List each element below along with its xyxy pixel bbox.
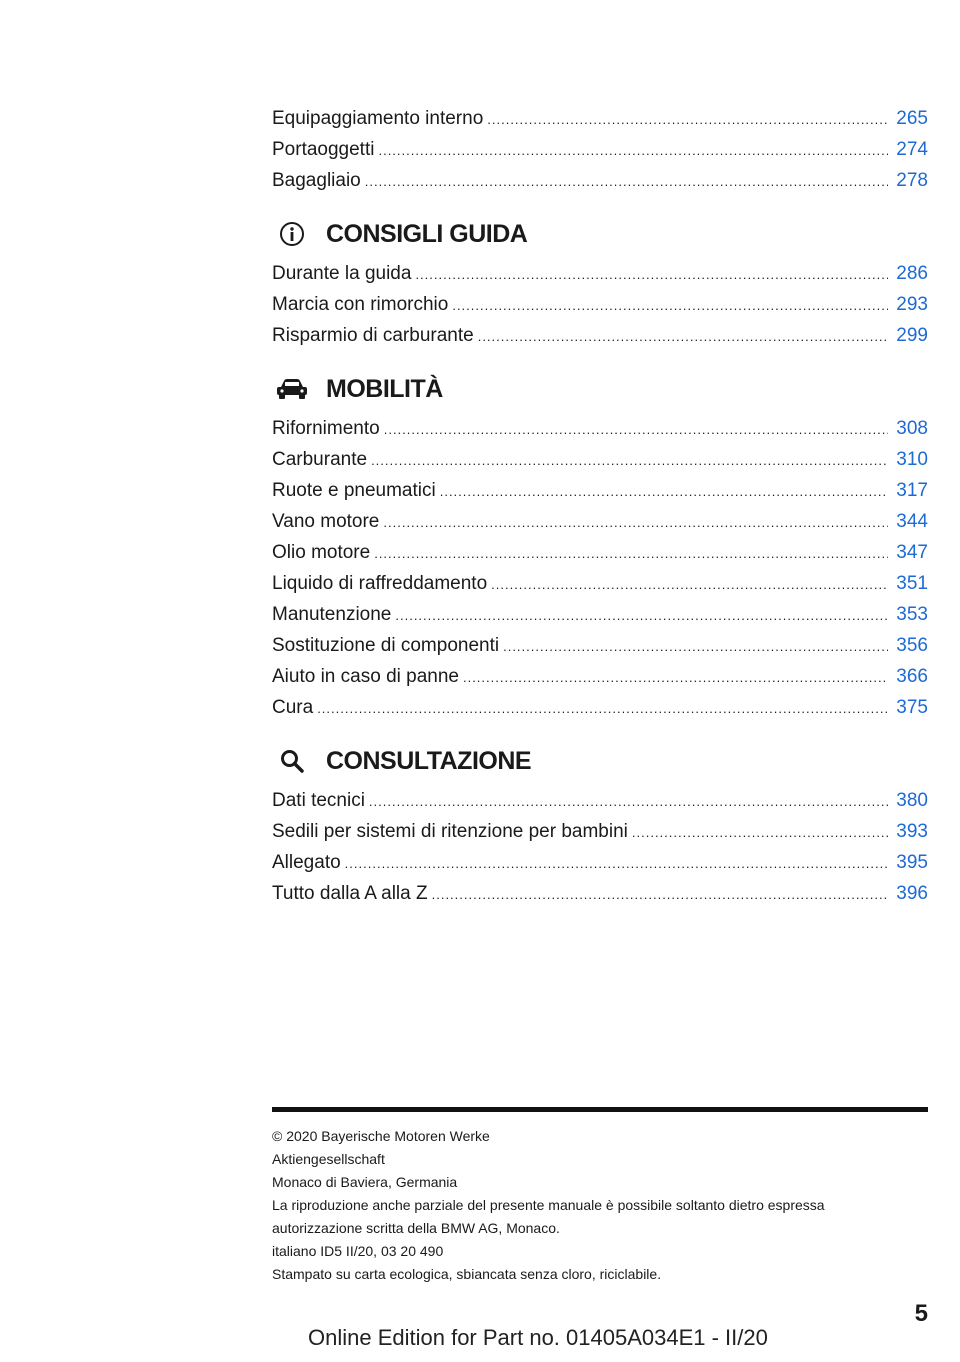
dot-leader [415, 259, 888, 289]
toc-entry[interactable] [272, 165, 928, 196]
toc-entry-title: Aiuto in caso di panne [272, 666, 459, 687]
online-edition-watermark: Online Edition for Part no. 01405A034E1 - II/20 [308, 1325, 768, 1350]
toc-entry[interactable] [272, 816, 928, 847]
toc-page-link[interactable]: 375 [896, 697, 928, 718]
toc-entry-title: Risparmio di carburante [272, 325, 474, 346]
toc-entry-title: Equipaggiamento interno [272, 108, 484, 129]
toc-entry-title: Sedili per sistemi di ritenzione per bambini [272, 821, 628, 842]
toc-page-link[interactable]: 293 [896, 294, 928, 315]
toc-entry[interactable] [272, 320, 928, 351]
toc-entry-title: Manutenzione [272, 604, 392, 625]
section-title: MOBILITÀ [326, 374, 443, 403]
toc-entry-title: Durante la guida [272, 263, 412, 284]
toc-entry-title: Marcia con rimorchio [272, 294, 449, 315]
toc-entry-title: Cura [272, 697, 314, 718]
imprint-line: Aktiengesellschaft [272, 1151, 385, 1167]
toc-entry[interactable] [272, 599, 928, 630]
dot-leader [378, 135, 888, 165]
toc-entry-title: Vano motore [272, 511, 380, 532]
section-title: CONSIGLI GUIDA [326, 219, 528, 248]
imprint-line: Monaco di Baviera, Germania [272, 1174, 458, 1190]
toc-entry[interactable] [272, 444, 928, 475]
dot-leader [384, 414, 889, 444]
toc-page-link[interactable]: 299 [896, 325, 928, 346]
dot-leader [632, 817, 888, 847]
footer-divider [272, 1107, 928, 1112]
toc-entry-title: Allegato [272, 852, 341, 873]
toc-entry-title: Liquido di raffreddamento [272, 573, 488, 594]
toc-entry-title: Rifornimento [272, 418, 380, 439]
toc-entry[interactable] [272, 692, 928, 723]
toc-page-link[interactable]: 344 [896, 511, 928, 532]
toc-entry[interactable] [272, 630, 928, 661]
toc-entry[interactable] [272, 537, 928, 568]
section-title: CONSULTAZIONE [326, 746, 532, 775]
toc-page-link[interactable]: 317 [896, 480, 928, 501]
dot-leader [383, 507, 888, 537]
toc-entry[interactable] [272, 134, 928, 165]
toc-page-link[interactable]: 366 [896, 666, 928, 687]
toc-page-link[interactable]: 274 [896, 139, 928, 160]
toc-entry[interactable] [272, 258, 928, 289]
toc-entry[interactable] [272, 413, 928, 444]
toc-entry-title: Sostituzione di componenti [272, 635, 500, 656]
section-heading-consigli-guida [272, 216, 928, 252]
toc-entry[interactable] [272, 661, 928, 692]
toc-entry[interactable] [272, 289, 928, 320]
dot-leader [478, 321, 889, 351]
imprint-line: © 2020 Bayerische Motoren Werke [272, 1128, 490, 1144]
toc-entry-title: Bagagliaio [272, 170, 361, 191]
section-heading-mobilita [272, 371, 928, 407]
dot-leader [463, 662, 888, 692]
toc-entry[interactable] [272, 506, 928, 537]
dot-leader [371, 445, 888, 475]
toc-entry[interactable] [272, 878, 928, 909]
toc-page-link[interactable]: 393 [896, 821, 928, 842]
toc-page-link[interactable]: 351 [896, 573, 928, 594]
dot-leader [369, 786, 888, 816]
dot-leader [440, 476, 889, 506]
toc-page-link[interactable]: 395 [896, 852, 928, 873]
dot-leader [487, 104, 888, 134]
page-number: 5 [914, 1300, 928, 1327]
dot-leader [491, 569, 888, 599]
dot-leader [374, 538, 888, 568]
imprint-line: Stampato su carta ecologica, sbiancata senza cloro, riciclabile. [272, 1266, 662, 1282]
dot-leader [503, 631, 888, 661]
toc-page-link[interactable]: 308 [896, 418, 928, 439]
toc-page-link[interactable]: 380 [896, 790, 928, 811]
toc-entry-title: Dati tecnici [272, 790, 365, 811]
toc-entry-title: Olio motore [272, 542, 371, 563]
imprint-line: italiano ID5 II/20, 03 20 490 [272, 1243, 444, 1259]
dot-leader [432, 879, 889, 909]
dot-leader [452, 290, 888, 320]
toc-entry-title: Tutto dalla A alla Z [272, 883, 428, 904]
toc-page-link[interactable]: 265 [896, 108, 928, 129]
toc-entry[interactable] [272, 475, 928, 506]
toc-page-link[interactable]: 347 [896, 542, 928, 563]
car-icon [272, 374, 312, 404]
toc-entry-title: Portaoggetti [272, 139, 375, 160]
imprint-line: La riproduzione anche parziale del presente manuale è possibile soltanto dietro espressa [272, 1197, 825, 1213]
dot-leader [317, 693, 888, 723]
dot-leader [395, 600, 888, 630]
dot-leader [345, 848, 889, 878]
toc-page-link[interactable]: 353 [896, 604, 928, 625]
toc-page-link[interactable]: 310 [896, 449, 928, 470]
toc-page-link[interactable]: 396 [896, 883, 928, 904]
toc-entry-title: Carburante [272, 449, 368, 470]
toc-entry[interactable] [272, 103, 928, 134]
imprint-line: autorizzazione scritta della BMW AG, Monaco. [272, 1220, 560, 1236]
magnifier-icon [272, 746, 312, 776]
table-of-contents [272, 103, 928, 909]
info-icon [272, 219, 312, 249]
imprint [272, 1125, 928, 1286]
toc-page-link[interactable]: 286 [896, 263, 928, 284]
section-heading-consultazione [272, 743, 928, 779]
toc-entry[interactable] [272, 847, 928, 878]
toc-page-link[interactable]: 356 [896, 635, 928, 656]
toc-entry-title: Ruote e pneumatici [272, 480, 436, 501]
toc-page-link[interactable]: 278 [896, 170, 928, 191]
toc-entry[interactable] [272, 785, 928, 816]
dot-leader [365, 166, 889, 196]
toc-entry[interactable] [272, 568, 928, 599]
